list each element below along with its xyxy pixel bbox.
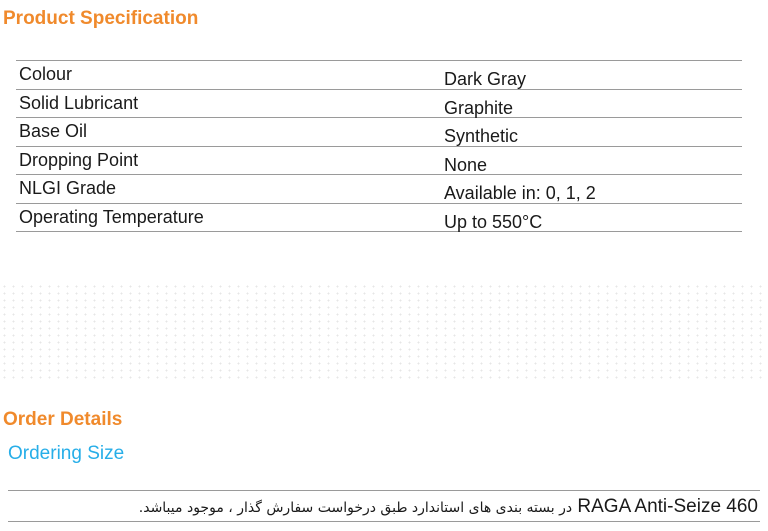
- spec-label-base-oil: Base Oil: [19, 121, 88, 141]
- table-row: [16, 90, 742, 119]
- specification-table: [16, 60, 742, 232]
- spec-label-dropping-point: Dropping Point: [19, 149, 139, 170]
- availability-statement: [139, 496, 758, 519]
- spec-value-colour: Dark Gray: [444, 69, 527, 89]
- table-row: [16, 175, 742, 204]
- table-row: [16, 204, 742, 233]
- table-row: [16, 147, 742, 176]
- spec-label-operating-temperature: Operating Temperature: [19, 206, 204, 227]
- availability-text-persian: در بسته بندی های استاندارد طبق درخواست سفارش گذار ، موجود میباشد.: [138, 500, 573, 516]
- spec-label-solid-lubricant: Solid Lubricant: [19, 92, 139, 113]
- table-row: [16, 61, 742, 90]
- product-name: RAGA Anti-Seize 460: [577, 496, 758, 517]
- spec-value-base-oil: Synthetic: [444, 126, 519, 146]
- spec-value-operating-temperature: Up to 550°C: [444, 211, 543, 232]
- product-specification-title: Product Specification: [3, 8, 199, 29]
- spec-label-colour: Colour: [19, 64, 73, 84]
- order-divider-bottom: [8, 521, 760, 522]
- spec-value-solid-lubricant: Graphite: [444, 97, 514, 118]
- table-row: [16, 118, 742, 147]
- dotted-background-divider: [0, 283, 768, 383]
- order-details-title: Order Details: [3, 409, 123, 430]
- order-divider-top: [8, 490, 760, 491]
- ordering-size-link[interactable]: Ordering Size: [8, 443, 125, 464]
- spec-label-nlgi-grade: NLGI Grade: [19, 178, 117, 198]
- spec-value-nlgi-grade: Available in: 0, 1, 2: [444, 183, 596, 203]
- spec-value-dropping-point: None: [444, 154, 488, 175]
